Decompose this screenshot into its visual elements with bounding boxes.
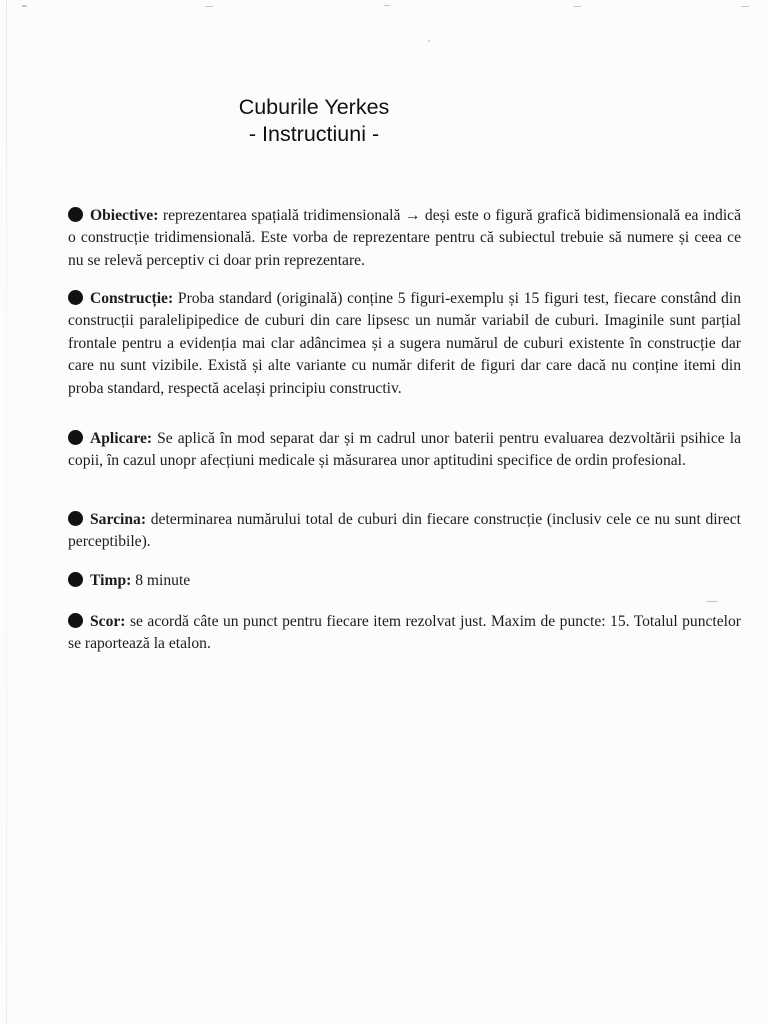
scan-speck xyxy=(22,5,27,7)
section-label: Scor: xyxy=(90,613,126,630)
section-score xyxy=(68,611,741,656)
section-label: Obiective: xyxy=(90,207,159,224)
section-text: Se aplică în mod separat dar și m cadrul unor baterii pentru evaluarea dezvoltării psihice la copii, în cazul unopr afecțiuni medicale și măsurarea unor aptitudini specifice de ordin profesional. xyxy=(68,430,741,470)
document-subtitle: - Instructiuni - xyxy=(248,122,380,146)
bullet-icon xyxy=(68,430,83,445)
bullet-icon xyxy=(68,207,83,222)
section-label: Sarcina: xyxy=(90,511,147,528)
bullet-icon xyxy=(68,511,83,526)
section-objectives xyxy=(68,205,741,272)
section-label: Timp: xyxy=(90,572,132,589)
section-application xyxy=(68,428,741,473)
scan-speck xyxy=(205,6,213,7)
section-task xyxy=(68,509,741,554)
scan-speck xyxy=(706,601,718,602)
section-text: Proba standard (originală) conține 5 figuri-exemplu și 15 figuri test, fiecare constând din construcții paralelipipedice de cuburi din care lipsesc un număr variabil de cuburi. Imaginile sunt parțial frontale pentru a evidenția mai clar adâncimea și a sugera numărul de cuburi existente în construcție dar care nu sunt vizibile. Există și alte variante cu număr diferit de figuri dar care dacă nu conține itemi din proba standard, respectă același principiu constructiv. xyxy=(68,290,741,397)
section-time xyxy=(68,570,741,592)
section-text: se acordă câte un punct pentru fiecare item rezolvat just. Maxim de puncte: 15. Totalul punctelor se raportează la etalon. xyxy=(68,613,741,653)
scan-edge-shadow xyxy=(6,0,7,1024)
section-label: Aplicare: xyxy=(90,430,153,447)
section-construction xyxy=(68,288,741,400)
section-label: Construcție: xyxy=(90,290,174,307)
section-text: 8 minute xyxy=(131,572,191,589)
section-text: reprezentarea spațială tridimensională → deși este o figură grafică bidimensională ea indică o construcție tridimensională. Este vorba de reprezentare pentru că subiectul trebuie să numere și ceea ce nu se relevă perceptiv ci doar prin reprezentare. xyxy=(68,207,741,269)
bullet-icon xyxy=(68,613,83,628)
bullet-icon xyxy=(68,290,83,305)
section-text: determinarea numărului total de cuburi din fiecare construcție (inclusiv cele ce nu sunt direct perceptibile). xyxy=(68,511,741,551)
bullet-icon xyxy=(68,572,83,587)
scan-speck xyxy=(384,5,390,6)
scan-speck xyxy=(574,6,581,7)
scan-speck xyxy=(741,6,749,7)
document-title: Cuburile Yerkes xyxy=(238,95,390,119)
scan-speck xyxy=(428,40,430,42)
